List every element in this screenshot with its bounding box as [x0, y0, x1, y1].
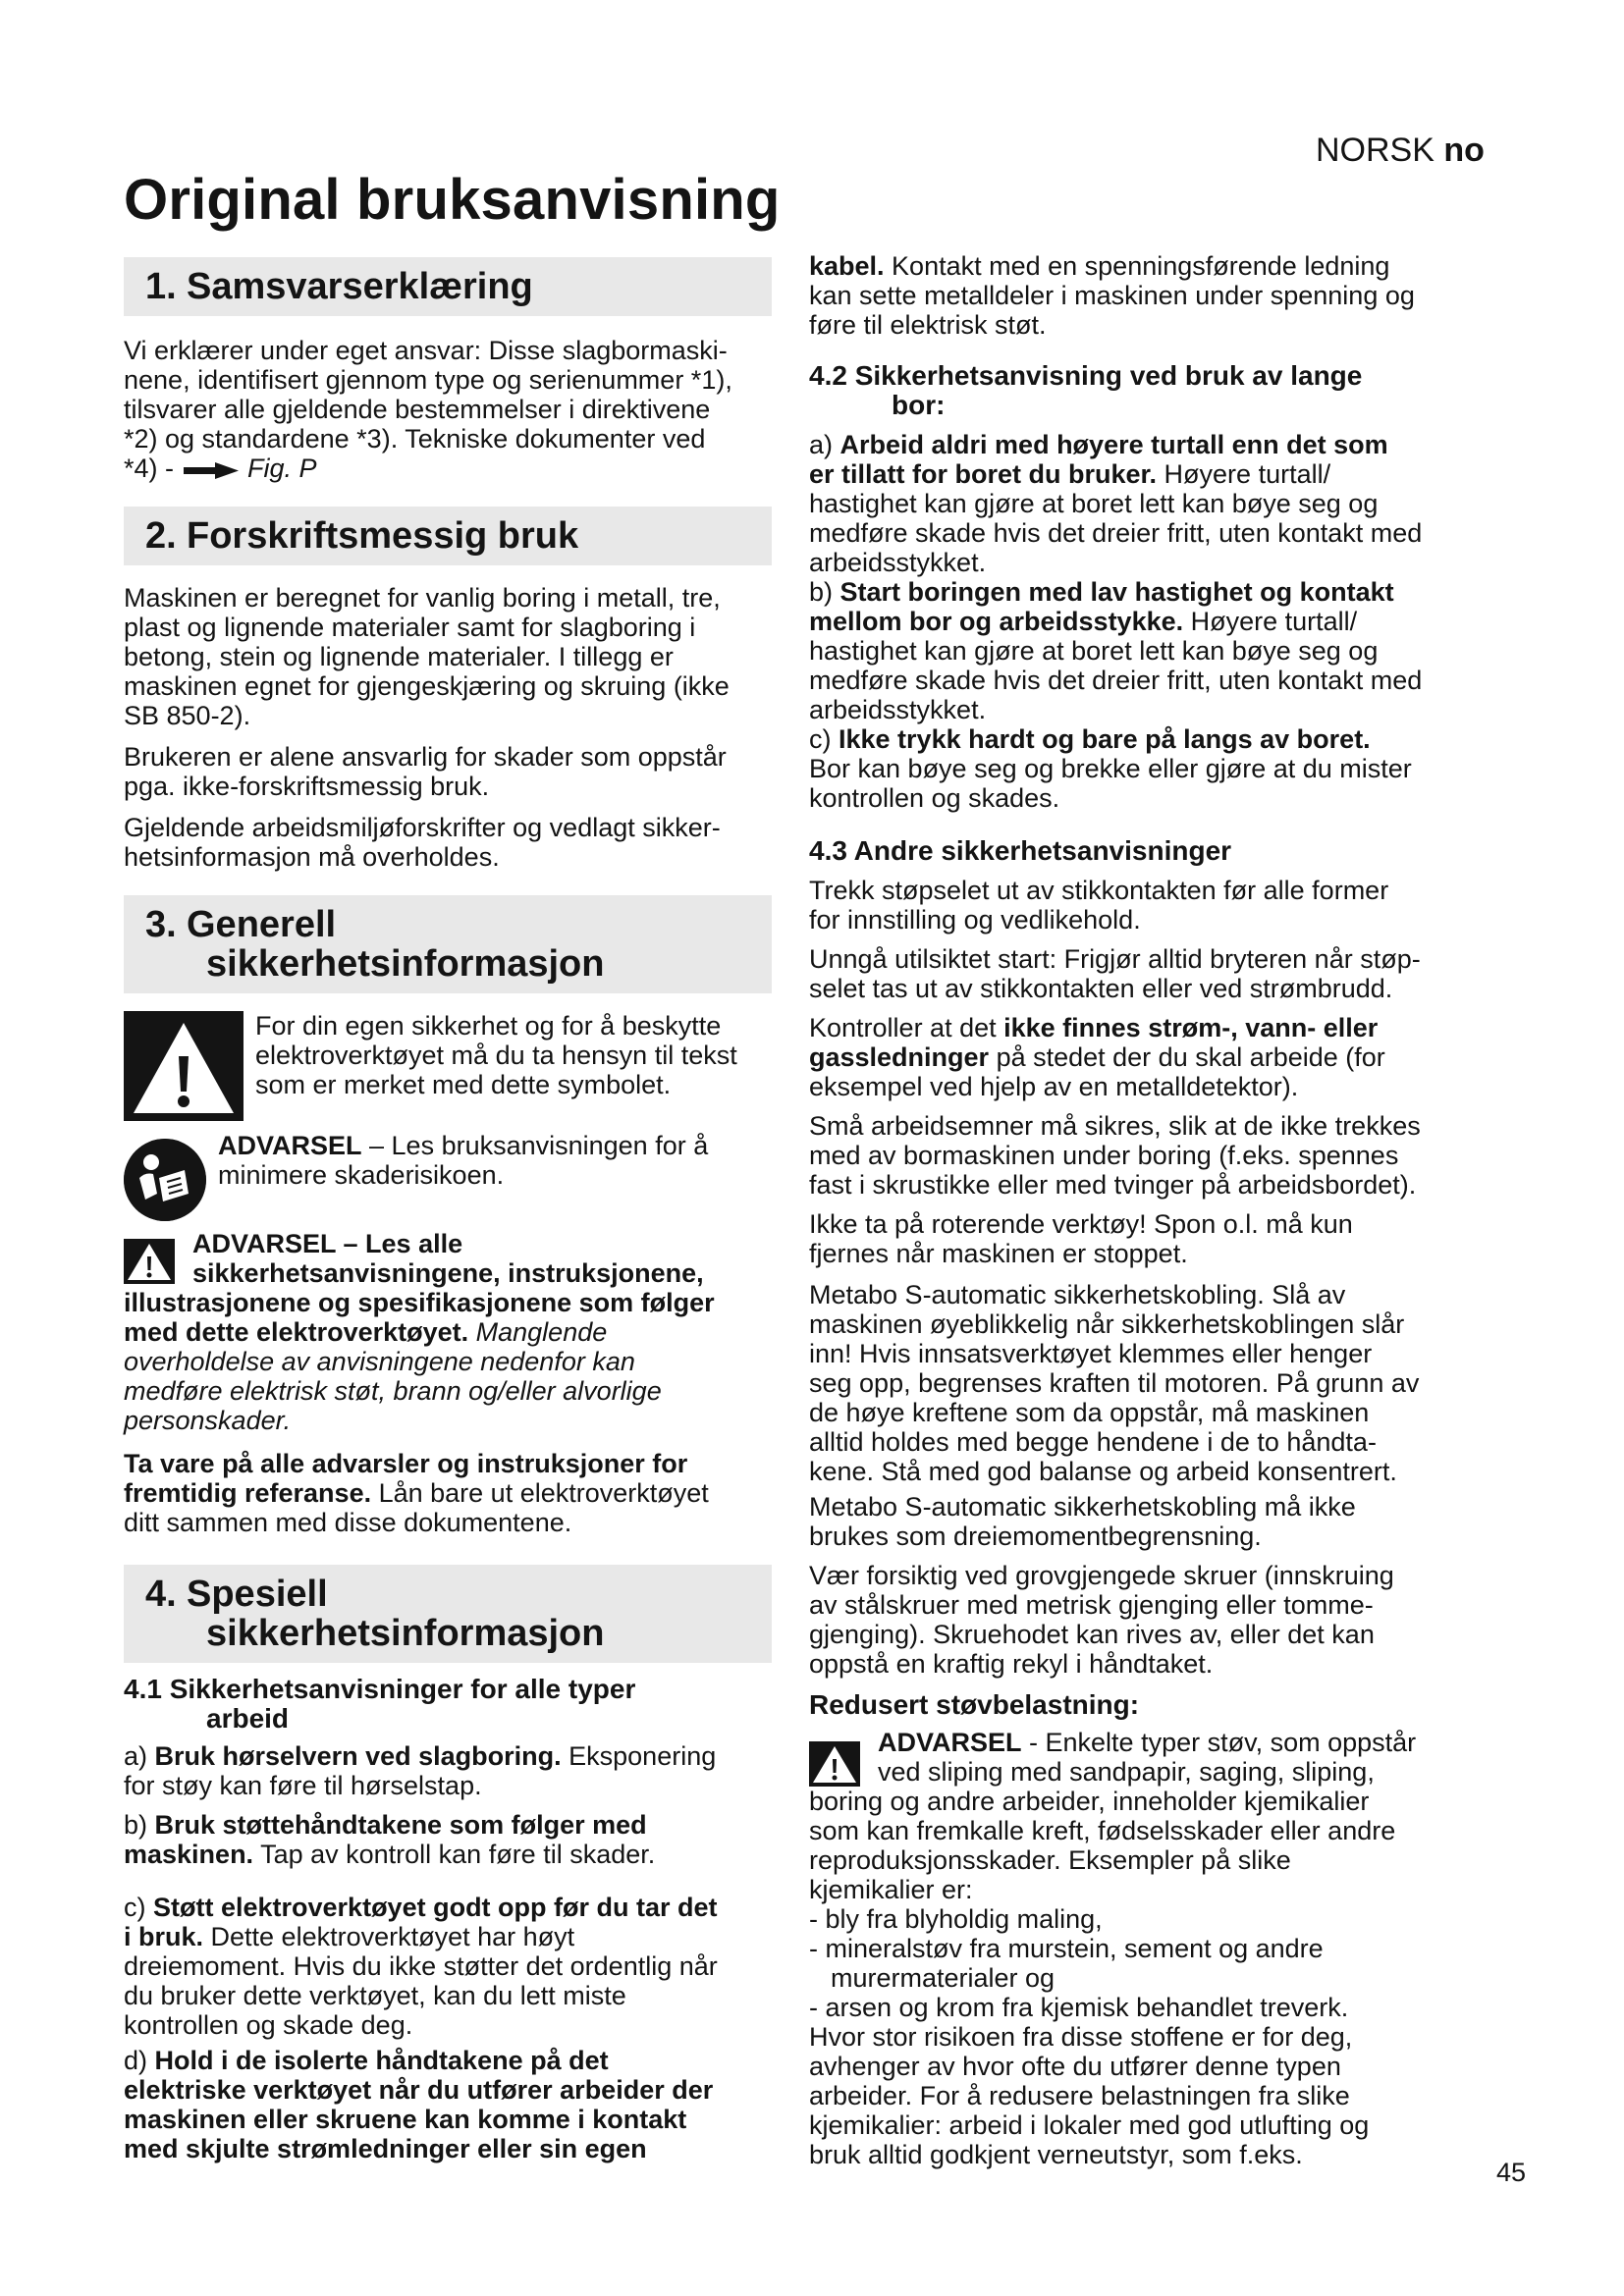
s2-p1-line: plast og lignende materialer samt for slagboring i: [124, 613, 696, 642]
rb-bold-2: mellom bor og arbeidsstykke.: [809, 607, 1184, 636]
warning-triangle-small-icon: [809, 1741, 860, 1787]
item-c-bold: Støtt elektroverktøyet godt opp før du tar det: [153, 1893, 718, 1922]
dust-end-line: Hvor stor risikoen fra disse stoffene er for deg,: [809, 2022, 1353, 2052]
advarsel-2-line-4: [124, 1317, 772, 1347]
item-b-bold-2: maskinen.: [124, 1840, 254, 1869]
unnga-paragraph: [809, 944, 1463, 1003]
list-item: - arsen og krom fra kjemisk behandlet treverk.: [809, 1993, 1349, 2022]
warn-line: som er merket med dette symbolet.: [255, 1070, 672, 1099]
item-d-bold-line: med skjulte strømledninger eller sin egen: [124, 2134, 647, 2163]
section-2-paragraph-1: [124, 583, 772, 730]
rb-prefix: b): [809, 577, 840, 607]
warning-triangle-small-icon: [124, 1239, 175, 1284]
item-c-line: dreiemoment. Hvis du ikke støtter det ordentlig når: [124, 1951, 718, 1981]
dust-line-1: [878, 1728, 1463, 1757]
ra-rest: Høyere turtall/: [1157, 459, 1331, 489]
ikke-line: Ikke ta på roterende verktøy! Spon o.l. må kun: [809, 1209, 1353, 1239]
item-c-line-2: [124, 1922, 772, 1951]
advarsel-read-manual: [218, 1131, 772, 1190]
item-b-rest: Tap av kontroll kan føre til skader.: [253, 1840, 656, 1869]
ra-bold-1: Arbeid aldri med høyere turtall enn det som: [839, 430, 1388, 459]
metabo1-line: de høye kreftene som da oppstår, må maskinen: [809, 1398, 1370, 1427]
kabel-bold: kabel.: [809, 251, 885, 281]
ra-line: medføre skade hvis det dreier fritt, uten kontakt med: [809, 518, 1423, 548]
unnga-line: selet tas ut av stikkontakten eller ved strømbrudd.: [809, 974, 1393, 1003]
section-2-title: Forskriftsmessig bruk: [187, 515, 579, 557]
item-d-prefix: d): [124, 2046, 155, 2075]
ra-line-1: [809, 430, 1463, 459]
keep-line-2: [124, 1478, 772, 1508]
item-d-line-1: [124, 2046, 772, 2075]
metabo2-line: brukes som dreiemomentbegrensning.: [809, 1522, 1262, 1551]
s1-line-3: tilsvarer alle gjeldende bestemmelser i direktivene: [124, 395, 711, 424]
metabo1-line: kene. Stå med god balanse og arbeid konsentrert.: [809, 1457, 1397, 1486]
item-c-bold-2: i bruk.: [124, 1922, 204, 1951]
item-a-rest: Eksponering: [561, 1741, 717, 1771]
s2-p1-line: betong, stein og lignende materialer. I tillegg er: [124, 642, 674, 671]
section-4-title-line-2: sikkerhetsinformasjon: [206, 1613, 605, 1654]
item-a-line-1: [124, 1741, 772, 1771]
dust-end-line: arbeider. For å redusere belastningen fra slike: [809, 2081, 1350, 2110]
item-d-bold: Hold i de isolerte håndtakene på det: [154, 2046, 609, 2075]
s2-p3-line: hetsinformasjon må overholdes.: [124, 842, 500, 872]
item-c-line: kontrollen og skade deg.: [124, 2010, 413, 2040]
section-1-title: Samsvarserklæring: [187, 266, 533, 307]
kabel-paragraph: [809, 251, 1463, 340]
sma-line: Små arbeidsemner må sikres, slik at de ikke trekkes: [809, 1111, 1421, 1141]
subsection-4-2-heading: [809, 361, 1463, 420]
kontroller-bold-2: gassledninger: [809, 1042, 990, 1072]
rc-line: kontrollen og skades.: [809, 783, 1060, 813]
item-4-1-c: [124, 1893, 772, 2040]
trekk-line: Trekk støpselet ut av stikkontakten før alle former: [809, 876, 1389, 905]
section-2-number: 2.: [145, 515, 177, 557]
kontroller-prefix: Kontroller at det: [809, 1013, 1004, 1042]
vaer-line: oppstå en kraftig rekyl i håndtaket.: [809, 1649, 1214, 1679]
subsection-4-2-line-2: bor:: [892, 390, 946, 420]
item-4-2-b: [809, 577, 1463, 724]
rb-bold-1: Start boringen med lav hastighet og kontakt: [839, 577, 1394, 607]
kontroller-bold-1: ikke finnes strøm-, vann- eller: [1003, 1013, 1379, 1042]
ra-line: hastighet kan gjøre at boret lett kan bøye seg og: [809, 489, 1379, 518]
section-4-heading: [124, 1565, 772, 1663]
vaer-paragraph: [809, 1561, 1463, 1679]
item-a-line-2: for støy kan føre til hørselstap.: [124, 1771, 482, 1800]
kontroller-line-2: [809, 1042, 1463, 1072]
trekk-line: for innstilling og vedlikehold.: [809, 905, 1141, 934]
s1-line-1: Vi erklærer under eget ansvar: Disse slagbormaski-: [124, 336, 728, 365]
dust-heading: [809, 1690, 1463, 1720]
warning-triangle-icon: [124, 1011, 244, 1121]
trekk-paragraph: [809, 876, 1463, 934]
vaer-line: Vær forsiktig ved grovgjengede skruer (innskruing: [809, 1561, 1394, 1590]
subsection-4-1-line-1: 4.1 Sikkerhetsanvisninger for alle typer: [124, 1674, 636, 1704]
kabel-rest: Kontakt med en spenningsførende ledning: [884, 251, 1390, 281]
vaer-line: gjenging). Skruehodet kan rives av, eller det kan: [809, 1620, 1375, 1649]
item-c-prefix: c): [124, 1893, 153, 1922]
subsection-4-1-heading: [124, 1675, 772, 1734]
s2-p3-line: Gjeldende arbeidsmiljøforskrifter og vedlagt sikker-: [124, 813, 721, 842]
dust-advarsel-label: ADVARSEL: [878, 1728, 1022, 1757]
figure-reference: Fig. P: [247, 454, 317, 483]
keep-instructions-paragraph: [124, 1449, 772, 1537]
advarsel-2-line-2: sikkerhetsanvisningene, instruksjonene,: [192, 1258, 704, 1288]
metabo-paragraph-2: [809, 1492, 1463, 1551]
warn-line: For din egen sikkerhet og for å beskytte: [255, 1011, 722, 1041]
item-4-2-a: [809, 430, 1463, 577]
subsection-4-2-line-1: 4.2 Sikkerhetsanvisning ved bruk av lange: [809, 360, 1363, 391]
read-manual-icon: [124, 1139, 206, 1221]
section-1-heading: [124, 257, 772, 316]
rb-line-1: [809, 577, 1463, 607]
item-b-prefix: b): [124, 1810, 155, 1840]
kontroller-paragraph: [809, 1013, 1463, 1101]
subsection-4-3-title: 4.3 Andre sikkerhetsanvisninger: [809, 835, 1232, 866]
advarsel-2-italic-line: medføre elektrisk støt, brann og/eller alvorlige: [124, 1376, 662, 1406]
s2-p2-line: Brukeren er alene ansvarlig for skader som oppstår: [124, 742, 727, 772]
kabel-line-1: [809, 251, 1463, 281]
item-c-line-1: [124, 1893, 772, 1922]
dust-warning-first-lines: [878, 1728, 1463, 1787]
warning-symbol-text: [255, 1011, 772, 1099]
item-4-1-a: [124, 1741, 772, 1800]
metabo1-line: seg opp, begrenses kraften til motoren. På grunn av: [809, 1368, 1420, 1398]
dust-line-1-rest: - Enkelte typer støv, som oppstår: [1021, 1728, 1417, 1757]
document-title: Original bruksanvisning: [124, 168, 781, 232]
chemicals-list: [809, 1904, 1463, 2022]
language-name: NORSK: [1316, 132, 1435, 169]
s2-p2-line: pga. ikke-forskriftsmessig bruk.: [124, 772, 490, 801]
s1-line-2: nene, identifisert gjennom type og serienummer *1),: [124, 365, 732, 395]
dust-warning-continued: [809, 1787, 1463, 2169]
kontroller-line-3: eksempel ved hjelp av en metalldetektor).: [809, 1072, 1299, 1101]
ra-line-2: [809, 459, 1463, 489]
rc-line: Bor kan bøye seg og brekke eller gjøre at du mister: [809, 754, 1412, 783]
keep-line-2-bold: fremtidig referanse.: [124, 1478, 372, 1508]
section-4-title-line-1: Spesiell: [187, 1574, 328, 1615]
metabo-paragraph-1: [809, 1280, 1463, 1486]
keep-line-2-rest: Lån bare ut elektroverktøyet: [371, 1478, 709, 1508]
section-3-title-line-2: sikkerhetsinformasjon: [206, 943, 605, 985]
advarsel-2-line-3: illustrasjonene og spesifikasjonene som følger: [124, 1288, 715, 1317]
warn-line: elektroverktøyet må du ta hensyn til tekst: [255, 1041, 737, 1070]
metabo1-line: Metabo S-automatic sikkerhetskobling. Slå av: [809, 1280, 1346, 1309]
item-4-2-c: [809, 724, 1463, 813]
advarsel-2-line-4-bold: med dette elektroverktøyet.: [124, 1317, 469, 1347]
sma-line: med av bormaskinen under boring (f.eks. spennes: [809, 1141, 1399, 1170]
dust-end-line: kjemikalier: arbeid i lokaler med god utlufting og: [809, 2110, 1370, 2140]
list-item: - bly fra blyholdig maling,: [809, 1904, 1103, 1934]
advarsel-2-italic-line: overholdelse av anvisningene nedenfor kan: [124, 1347, 635, 1376]
kontroller-line-1: [809, 1013, 1463, 1042]
dust-line: boring og andre arbeider, inneholder kjemikalier: [809, 1787, 1370, 1816]
item-4-1-b: [124, 1810, 772, 1869]
s1-line-5-text: *4) -: [124, 454, 175, 483]
s1-line-4: *2) og standardene *3). Tekniske dokumenter ved: [124, 424, 706, 454]
language-label: [1316, 132, 1485, 170]
keep-line-3: ditt sammen med disse dokumentene.: [124, 1508, 572, 1537]
subsection-4-3-heading: [809, 836, 1463, 866]
section-3-title-line-1: Generell: [187, 904, 337, 945]
rc-prefix: c): [809, 724, 839, 754]
item-b-line-2: [124, 1840, 772, 1869]
s2-p1-line: SB 850-2).: [124, 701, 251, 730]
advarsel-2-line-1: ADVARSEL – Les alle: [192, 1229, 463, 1258]
section-2-paragraph-2: [124, 742, 772, 801]
ra-prefix: a): [809, 430, 840, 459]
ikke-paragraph: [809, 1209, 1463, 1268]
language-code: no: [1443, 132, 1485, 169]
sma-line: fast i skrustikke eller med tvinger på arbeidsbordet).: [809, 1170, 1417, 1200]
section-1-number: 1.: [145, 266, 177, 307]
metabo2-line: Metabo S-automatic sikkerhetskobling må ikke: [809, 1492, 1356, 1522]
item-a-prefix: a): [124, 1741, 155, 1771]
dust-line: kjemikalier er:: [809, 1875, 973, 1904]
page-number: 45: [1496, 2158, 1527, 2187]
section-1-text: [124, 336, 772, 483]
advarsel-2-italic-line: personskader.: [124, 1406, 292, 1435]
section-2-paragraph-3: [124, 813, 772, 872]
item-d-bold-line: maskinen eller skruene kan komme i kontakt: [124, 2105, 687, 2134]
section-2-heading: [124, 507, 772, 565]
advarsel-1-label: ADVARSEL: [218, 1131, 362, 1160]
item-b-bold: Bruk støttehåndtakene som følger med: [154, 1810, 647, 1840]
kabel-line: kan sette metalldeler i maskinen under spenning og: [809, 281, 1415, 310]
dust-line: reproduksjonsskader. Eksempler på slike: [809, 1845, 1291, 1875]
list-item: - mineralstøv fra murstein, sement og andre: [809, 1934, 1324, 1963]
rb-rest: Høyere turtall/: [1183, 607, 1358, 636]
s2-p1-line: maskinen egnet for gjengeskjæring og skruing (ikke: [124, 671, 730, 701]
ikke-line: fjernes når maskinen er stoppet.: [809, 1239, 1188, 1268]
section-3-number: 3.: [145, 904, 177, 945]
advarsel-1-line-2: minimere skaderisikoen.: [218, 1160, 505, 1190]
ra-bold-2: er tillatt for boret du bruker.: [809, 459, 1158, 489]
item-b-line-1: [124, 1810, 772, 1840]
rb-line: medføre skade hvis det dreier fritt, uten kontakt med: [809, 666, 1423, 695]
keep-line-1: Ta vare på alle advarsler og instruksjoner for: [124, 1449, 688, 1478]
arrow-right-icon: [182, 461, 241, 479]
kabel-line: føre til elektrisk støt.: [809, 310, 1047, 340]
kontroller-rest: på stedet der du skal arbeide (for: [989, 1042, 1385, 1072]
list-item-continuation: murermaterialer og: [831, 1963, 1056, 1993]
item-a-bold: Bruk hørselvern ved slagboring.: [154, 1741, 562, 1771]
dust-heading-text: Redusert støvbelastning:: [809, 1689, 1140, 1720]
advarsel-2-line-4-italic: Manglende: [468, 1317, 608, 1347]
metabo1-line: inn! Hvis innsatsverktøyet klemmes eller henger: [809, 1339, 1373, 1368]
ra-line: arbeidsstykket.: [809, 548, 987, 577]
rb-line: hastighet kan gjøre at boret lett kan bøye seg og: [809, 636, 1379, 666]
rc-bold: Ikke trykk hardt og bare på langs av boret.: [839, 724, 1371, 754]
section-4-number: 4.: [145, 1574, 177, 1615]
item-4-1-d: [124, 2046, 772, 2163]
rb-line: arbeidsstykket.: [809, 695, 987, 724]
advarsel-2-first-lines: [192, 1229, 772, 1288]
rc-line-1: [809, 724, 1463, 754]
dust-end-line: bruk alltid godkjent verneutstyr, som f.eks.: [809, 2140, 1303, 2169]
advarsel-2-continued: [124, 1288, 772, 1435]
s2-p1-line: Maskinen er beregnet for vanlig boring i metall, tre,: [124, 583, 721, 613]
dust-end-line: avhenger av hvor ofte du utfører denne typen: [809, 2052, 1341, 2081]
item-c-line: du bruker dette verktøyet, kan du lett miste: [124, 1981, 626, 2010]
metabo1-line: alltid holdes med begge hendene i de to håndta-: [809, 1427, 1377, 1457]
section-3-heading: [124, 895, 772, 993]
sma-paragraph: [809, 1111, 1463, 1200]
unnga-line: Unngå utilsiktet start: Frigjør alltid bryteren når støp-: [809, 944, 1421, 974]
rb-line-2: [809, 607, 1463, 636]
metabo1-line: maskinen øyeblikkelig når sikkerhetskoblingen slår: [809, 1309, 1405, 1339]
advarsel-1-text: – Les bruksanvisningen for å: [361, 1131, 709, 1160]
item-d-bold-line: elektriske verktøyet når du utfører arbeider der: [124, 2075, 714, 2105]
item-c-rest: Dette elektroverktøyet har høyt: [203, 1922, 575, 1951]
subsection-4-1-line-2: arbeid: [206, 1703, 290, 1734]
advarsel-1-line-1: [218, 1131, 772, 1160]
dust-line: som kan fremkalle kreft, fødselsskader eller andre: [809, 1816, 1396, 1845]
dust-line-2: ved sliping med sandpapir, saging, sliping,: [878, 1757, 1375, 1787]
s1-line-5: [124, 454, 772, 483]
vaer-line: av stålskruer med metrisk gjenging eller tomme-: [809, 1590, 1374, 1620]
